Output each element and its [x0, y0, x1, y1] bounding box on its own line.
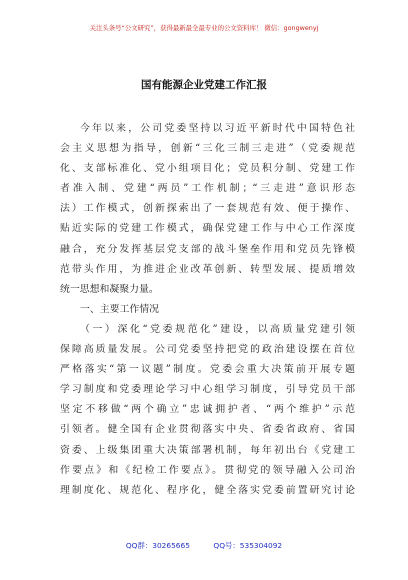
paragraph-line: 者准入制、党建“两员”工作机制；“三走进”意识形态: [60, 183, 355, 195]
paragraph-line: 引领者。健全国有企业贯彻落实中央、省委省政府、省国: [60, 424, 355, 436]
paragraph-line: 资委、上级集团重大决策部署机制，每年初出台《党建工: [60, 444, 355, 456]
paragraph-line: 贴近实际的党建工作模式，确保党建工作与中心工作深度: [60, 223, 355, 235]
paragraph-line: 法）工作模式，创新探索出了一套规范有效、便于操作、: [60, 203, 355, 215]
paragraph-line: 作要点》和《纪检工作要点》。贯彻党的领导融入公司治: [60, 464, 355, 476]
paragraph-line: 严格落实“第一议题”制度。党委会重大决策前开展专题: [60, 364, 355, 376]
paragraph-line: 今年以来，公司党委坚持以习近平新时代中国特色社: [80, 123, 355, 134]
paragraph-line: 学习制度和党委理论学习中心组学习制度，引导党员干部: [60, 384, 355, 396]
paragraph-line: 坚定不移做“两个确立”忠诚拥护者、“两个维护”示范: [60, 404, 355, 416]
document-body: [60, 119, 355, 501]
paragraph-line: （一）深化“党委规范化”建设，以高质量党建引领: [80, 323, 355, 335]
paragraph-line: 理制度化、规范化、程序化，健全落实党委前置研究讨论: [60, 484, 355, 496]
document-title: 国有能源企业党建工作汇报: [141, 79, 267, 91]
section-heading: 一、主要工作情况: [80, 303, 160, 315]
paragraph-line: 融合，充分发挥基层党支部的战斗堡垒作用和党员先锋模: [60, 243, 355, 255]
paragraph-line: 会主义思想为指导，创新“三化三制三走进”（党委规范: [60, 143, 355, 155]
paragraph-line: 统一思想和凝聚力量。: [60, 283, 159, 295]
paragraph-line: 范带头作用，为推进企业改革创新、转型发展、提质增效: [60, 263, 355, 275]
paragraph-line: 化、支部标准化、党小组项目化；党员积分制、党建工作: [60, 163, 355, 175]
header-promo-banner: 关注头条号“公文研究”，获得最新最全最专业的公文资料库！ 微信：gongwenyj: [89, 24, 319, 32]
paragraph-line: 保障高质量发展。公司党委坚持把党的政治建设摆在首位: [60, 344, 355, 356]
footer-contact: QQ群：30265665 QQ号：535304092: [125, 541, 283, 550]
